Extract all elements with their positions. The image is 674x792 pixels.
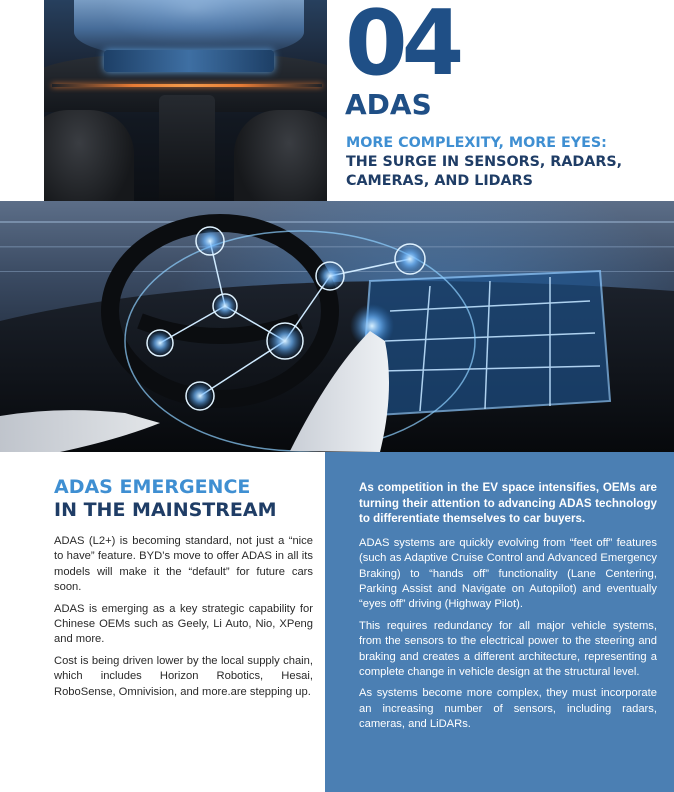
left-paragraph: Cost is being driven lower by the local supply chain, which includes Horizon Robotics, Hesai, RoboSense, Omnivision, and more.are stepping up. xyxy=(54,654,313,698)
hero-illustration xyxy=(0,201,674,452)
chapter-title: ADAS xyxy=(345,88,432,121)
left-column xyxy=(54,476,313,706)
right-info-box xyxy=(325,452,674,792)
lead-paragraph: As competition in the EV space intensifies, OEMs are turning their attention to advancing ADAS technology to differentiate themselves to car buyers. xyxy=(359,481,657,526)
subtitle-accent: MORE COMPLEXITY, MORE EYES: xyxy=(346,135,607,151)
left-paragraph: ADAS is emerging as a key strategic capability for Chinese OEMs such as Geely, Li Auto, Nio, XPeng and more. xyxy=(54,602,313,646)
right-box-content xyxy=(359,480,657,739)
chapter-subtitle xyxy=(346,134,666,191)
left-seat xyxy=(44,110,134,201)
adas-hero-photo xyxy=(0,201,674,452)
center-console xyxy=(159,95,215,201)
chapter-number: 04 xyxy=(345,0,459,96)
car-interior-photo xyxy=(44,0,327,201)
right-seat xyxy=(234,110,327,201)
left-paragraph: ADAS (L2+) is becoming standard, not just a “nice to have” feature. BYD’s move to offer ADAS in all its models will make it the “default” for future cars soon. xyxy=(54,535,313,594)
right-paragraph: This requires redundancy for all major vehicle systems, from the sensors to the electrical power to the steering and braking and creates a different architecture, representing a complete change in vehicle design at the structural level. xyxy=(359,619,657,679)
heading-line-1: ADAS EMERGENCE xyxy=(54,476,251,498)
subtitle-line-2: CAMERAS, AND LIDARS xyxy=(346,173,533,189)
section-heading xyxy=(54,476,313,522)
ambient-light xyxy=(52,84,322,87)
right-paragraph: ADAS systems are quickly evolving from “feet off” features (such as Adaptive Cruise Control and Advanced Emergency Braking) to “hands off” functionality (Lane Centering, Parking Assist and Navigate on Autopilot) and eventually “eyes off” driving (Highway Pilot). xyxy=(359,536,657,611)
dashboard-screen xyxy=(104,50,274,72)
subtitle-line-1: THE SURGE IN SENSORS, RADARS, xyxy=(346,154,623,170)
right-paragraph: As systems become more complex, they must incorporate an increasing number of sensors, including radars, cameras, and LiDARs. xyxy=(359,687,657,731)
heading-line-2: IN THE MAINSTREAM xyxy=(54,499,277,521)
